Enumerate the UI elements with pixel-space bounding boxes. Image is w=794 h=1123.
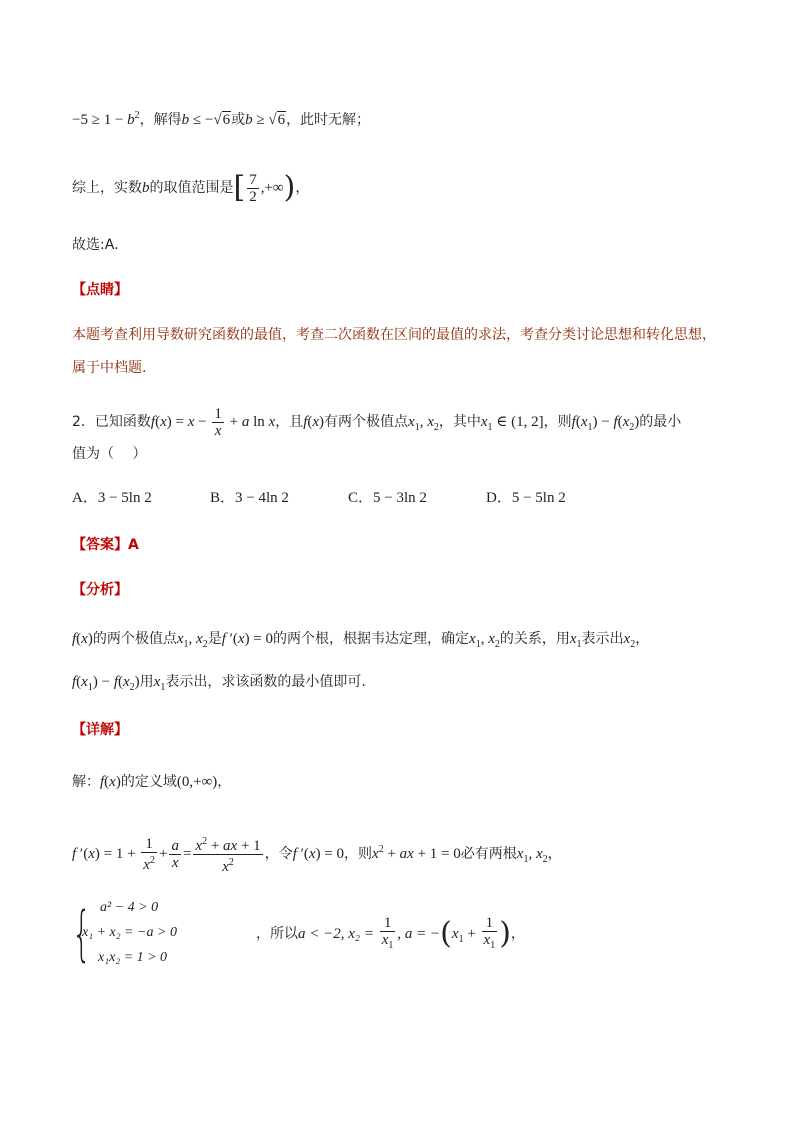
section-tag-answer: 【答案】A — [72, 537, 139, 553]
xiangjie-line-1: 解：f(x)的定义域(0,+∞)， — [72, 774, 232, 790]
fenxi-line-1: f(x)的两个极值点$x_1$, $x_2$是f ′(x) = 0的两个根，根据韦达定理，确定$x_1$, $x_2$的关系，用$x_1$表示出$x_2$， — [72, 631, 650, 650]
text-line-choice: 故选:A． — [72, 237, 129, 253]
option-c[interactable]: C．5 − 3ln 2 — [348, 490, 427, 506]
math-expr: $-5 \ge 1 - b^2$ — [72, 110, 140, 128]
options-row — [72, 488, 624, 508]
dianjing-text-2: 属于中档题. — [72, 360, 147, 376]
option-a[interactable]: A．3 − 5ln 2 — [72, 490, 152, 506]
option-d[interactable]: D．5 − 5ln 2 — [486, 490, 566, 506]
dianjing-text-1: 本题考查利用导数研究函数的最值，考查二次函数在区间的最值的求法，考查分类讨论思想和转化思想， — [72, 327, 716, 343]
section-tag-fenxi: 【分析】 — [72, 582, 128, 598]
fraction: $\frac{7}{2}$ — [249, 171, 257, 205]
question-2-line-1: 2．已知函数f(x) = x − $\frac{1}{x}$ + a ln x，且f(x)有两个极值点$x_1$, $x_2$，其中$x_1$ ∈ (1, 2]，则$f(x_1) - f(x_2)$的最小 — [72, 405, 682, 439]
fenxi-line-2: $f(x_1) - f(x_2)$用$x_1$表示出，求该函数的最小值即可. — [72, 674, 366, 693]
text-line-conclusion: 综上，实数b的取值范围是[ $\frac{7}{2}$ ,+∞)， — [72, 170, 310, 205]
equation-system: { a² − 4 > 0 x₁ + x₂ = −a > 0 x₁x₂ = 1 > 0 ，所以a < −2, x₂ = $\frac{1}{x_1}$ , $a = -(x_1$ + $\frac{1}{x_1}$ )， — [72, 899, 525, 969]
xiangjie-line-2: f ′(x) = 1 + $\frac{1}{x^2}$ + $\frac{a}{x}$ = $\frac{x^2 + ax + 1}{x^2}$ ，令f ′(x) = 0，则$x^2$ + ax + 1 = 0必有两根$x_1$, $x_2$， — [72, 835, 562, 875]
section-tag-xiangjie: 【详解】 — [72, 722, 128, 738]
option-b[interactable]: B．3 − 4ln 2 — [210, 490, 289, 506]
question-2-line-2: 值为（ ） — [72, 446, 147, 462]
section-tag-dianjing: 【点睛】 — [72, 282, 128, 298]
text-line-inequality: $-5 \ge 1 - b^2$，解得b ≤ −√6或b ≥ √6，此时无解； — [72, 110, 371, 128]
